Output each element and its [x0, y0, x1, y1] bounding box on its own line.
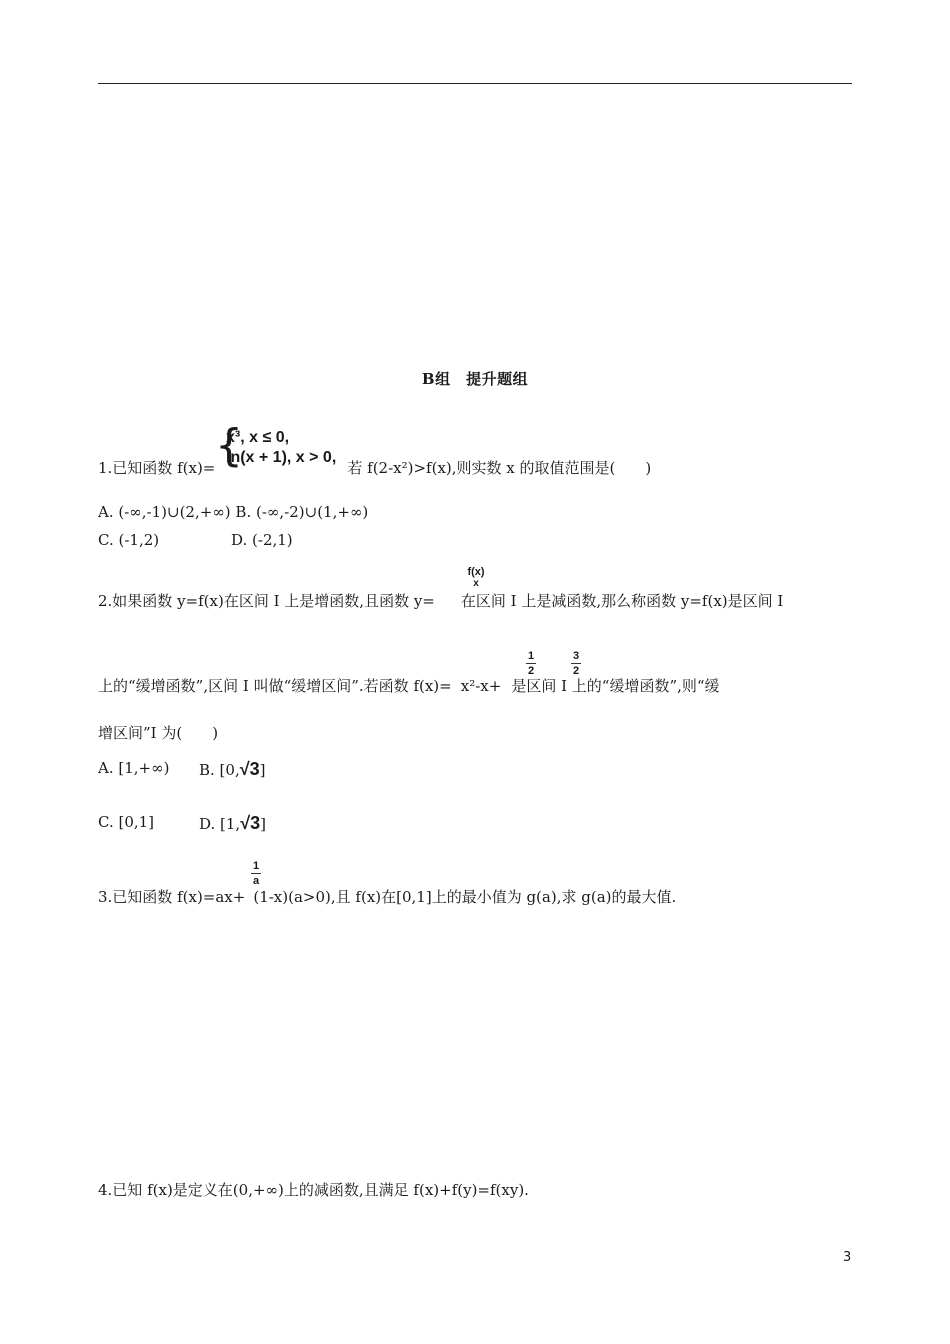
- question-2-text-d: 是区间 I 上的“缓增函数”,则“缓: [511, 677, 720, 695]
- question-2-polynomial: x²-x+: [460, 677, 502, 695]
- fraction-numerator: 1: [252, 860, 260, 872]
- question-2-option-a: A. [1,+∞): [98, 759, 170, 777]
- fraction-one-half: [526, 650, 536, 677]
- question-1-option-d: D. (-2,1): [231, 531, 293, 549]
- fraction-denominator: x: [473, 578, 479, 589]
- section-title: B组 提升题组: [421, 370, 529, 388]
- sqrt-3: √3: [239, 759, 260, 779]
- question-2-text-a: 2.如果函数 y=f(x)在区间 I 上是增函数,且函数 y=: [98, 592, 435, 610]
- fraction-numerator: f(x): [467, 566, 485, 578]
- question-1-prefix: 1.已知函数 f(x)=: [98, 459, 216, 477]
- fraction-fx-over-x: [461, 566, 491, 590]
- question-1-options-cd: [98, 531, 293, 549]
- question-2-line-2: [98, 675, 720, 696]
- fraction-three-halves: [571, 650, 581, 677]
- question-2-line-3: 增区间”I 为( ): [98, 724, 219, 742]
- question-2-options-cd: [98, 813, 266, 833]
- question-2-options-ab: [98, 759, 266, 779]
- piecewise-case-1: x³, x ≤ 0,: [226, 429, 290, 446]
- header-rule: [98, 83, 852, 84]
- fraction-one-over-a: [251, 860, 261, 887]
- piecewise-case-2: ln(x + 1), x > 0,: [226, 449, 337, 466]
- page-number: 3: [843, 1250, 852, 1265]
- fraction-denominator: a: [252, 875, 260, 887]
- fraction-numerator: 3: [572, 650, 580, 662]
- fraction-denominator: 2: [572, 665, 580, 677]
- question-4: 4.已知 f(x)是定义在(0,+∞)上的减函数,且满足 f(x)+f(y)=f(xy).: [98, 1181, 529, 1199]
- question-1-option-c: C. (-1,2): [98, 531, 160, 549]
- sqrt-3: √3: [240, 813, 261, 833]
- question-2-line-1: [98, 590, 783, 611]
- question-1: [98, 457, 651, 478]
- fraction-numerator: 1: [527, 650, 535, 662]
- question-1-suffix: 若 f(2-x²)>f(x),则实数 x 的取值范围是( ): [347, 459, 652, 477]
- question-3: [98, 886, 676, 907]
- fraction-denominator: 2: [527, 665, 535, 677]
- question-2-text-c: 上的“缓增函数”,区间 I 叫做“缓增区间”.若函数 f(x)=: [98, 677, 452, 695]
- question-2-option-d: D. [1,√3]: [199, 813, 266, 833]
- question-3-suffix: (1-x)(a>0),且 f(x)在[0,1]上的最小值为 g(a),求 g(a)的最大值.: [253, 888, 677, 906]
- question-2-option-b: B. [0,√3]: [199, 759, 266, 779]
- question-1-options-ab: A. (-∞,-1)∪(2,+∞) B. (-∞,-2)∪(1,+∞): [98, 503, 369, 521]
- question-2-option-c: C. [0,1]: [98, 813, 155, 831]
- question-3-prefix: 3.已知函数 f(x)=ax+: [98, 888, 246, 906]
- piecewise-brace: {: [215, 420, 243, 471]
- question-2-text-b: 在区间 I 上是减函数,那么称函数 y=f(x)是区间 I: [460, 592, 784, 610]
